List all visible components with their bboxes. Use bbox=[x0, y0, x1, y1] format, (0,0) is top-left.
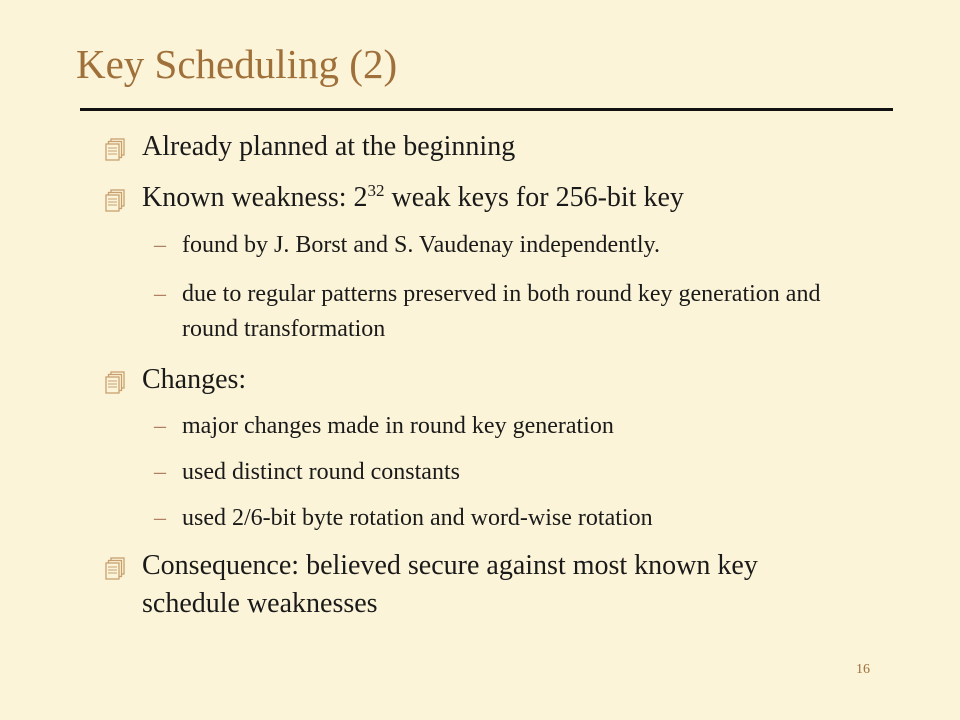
dash-marker: – bbox=[154, 459, 166, 485]
page-number: 16 bbox=[856, 662, 870, 677]
dash-marker: – bbox=[154, 413, 166, 439]
sub-bullet-text: due to regular patterns preserved in both round key generation and round transformation bbox=[182, 281, 821, 342]
notepad-icon bbox=[104, 371, 126, 395]
sub-bullet-text: found by J. Borst and S. Vaudenay independently. bbox=[182, 232, 660, 258]
sub-bullet-text: used distinct round constants bbox=[182, 459, 460, 485]
sub-bullet-text: major changes made in round key generation bbox=[182, 413, 614, 439]
sub-bullet-item bbox=[154, 501, 862, 536]
dash-marker: – bbox=[154, 281, 166, 307]
notepad-icon bbox=[104, 189, 126, 213]
dash-marker: – bbox=[154, 505, 166, 531]
sub-bullet-item bbox=[154, 409, 862, 444]
dash-marker: – bbox=[154, 232, 166, 258]
bullet-item bbox=[142, 547, 862, 623]
notepad-icon bbox=[104, 138, 126, 162]
exponent: 32 bbox=[367, 181, 385, 200]
title-divider bbox=[80, 108, 893, 111]
bullet-item bbox=[142, 361, 882, 399]
bullet-item bbox=[142, 179, 882, 217]
notepad-icon bbox=[104, 557, 126, 581]
sub-bullet-item bbox=[154, 228, 862, 263]
bullet-text: Consequence: believed secure against most known key schedule weaknesses bbox=[142, 550, 758, 619]
bullet-item bbox=[142, 128, 882, 166]
sub-bullet-text: used 2/6-bit byte rotation and word-wise rotation bbox=[182, 505, 653, 531]
sub-bullet-item bbox=[154, 455, 862, 490]
bullet-text: Already planned at the beginning bbox=[142, 131, 516, 162]
bullet-text-before: Known weakness: 2 bbox=[142, 182, 368, 213]
bullet-text-after: weak keys for 256-bit key bbox=[384, 182, 684, 213]
slide-title: Key Scheduling (2) bbox=[76, 41, 398, 87]
bullet-text: Changes: bbox=[142, 364, 247, 395]
sub-bullet-item bbox=[154, 277, 862, 347]
